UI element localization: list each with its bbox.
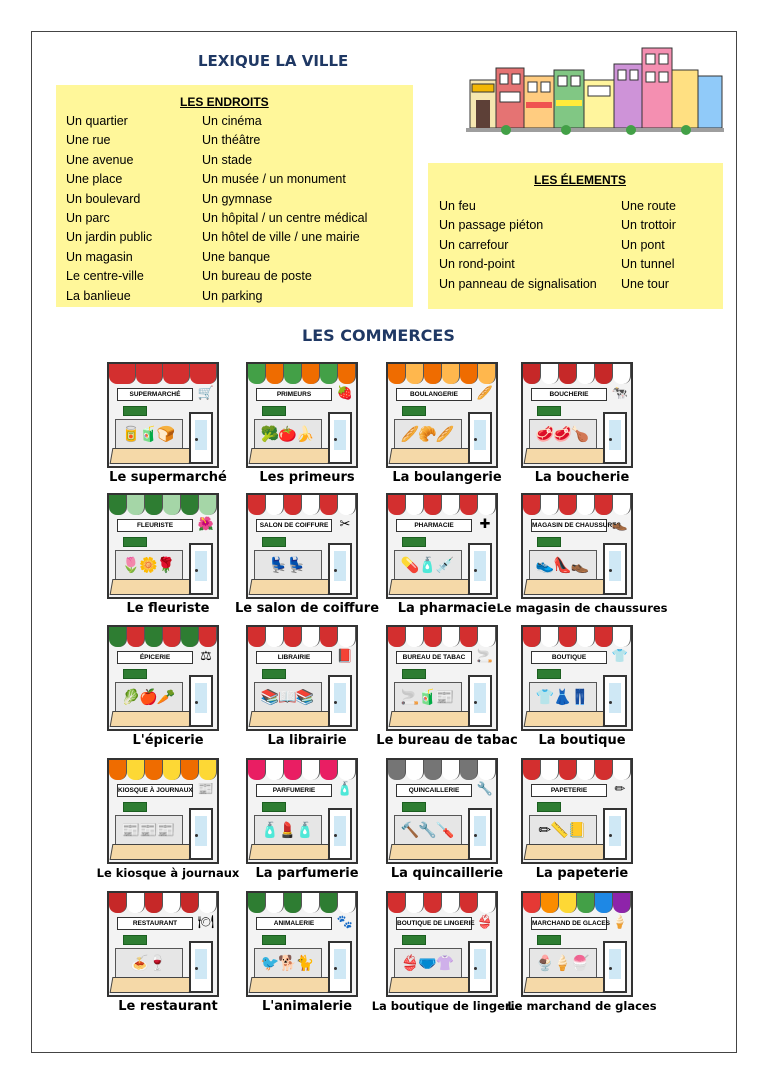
- shop-awning: [523, 364, 631, 384]
- endroit-item: Une place: [66, 172, 123, 187]
- shop-facade: [246, 493, 358, 599]
- door-knob: [195, 569, 198, 572]
- shop-facade: [246, 625, 358, 731]
- shop-sign: BUREAU DE TABAC: [396, 651, 472, 664]
- door-icon: [189, 675, 213, 727]
- shop-sign: LIBRAIRIE: [256, 651, 332, 664]
- endroit-item: Un cinéma: [202, 114, 262, 128]
- goods-icon: 📰📰📰: [121, 822, 175, 839]
- door-knob: [609, 701, 612, 704]
- shop-awning: [248, 893, 356, 913]
- door-knob: [474, 438, 477, 441]
- shop-counter: [110, 579, 193, 595]
- pen-icon: ✏: [614, 781, 626, 796]
- element-item: Un carrefour: [439, 237, 509, 252]
- shop-facade: [521, 625, 633, 731]
- price-tag-icon: [402, 935, 426, 945]
- goods-icon: 🥫🧃🍞: [121, 426, 175, 443]
- shop-sign: BOUCHERIE: [531, 388, 607, 401]
- shop-card: [240, 891, 374, 1023]
- goods-icon: 🚬🧃📰: [400, 689, 454, 706]
- goods-icon: 🧴💄🧴: [260, 822, 314, 839]
- plate-icon: 🍽: [197, 914, 215, 929]
- price-tag-icon: [537, 669, 561, 679]
- shop-card: [507, 891, 657, 1023]
- perfume-icon: 🧴: [336, 781, 354, 796]
- door-knob: [609, 438, 612, 441]
- price-tag-icon: [537, 935, 561, 945]
- goods-icon: 🍨🍦🍧: [535, 955, 589, 972]
- shirt-icon: 👕: [611, 648, 629, 663]
- shoe-icon: 👞: [611, 516, 629, 531]
- endroit-item: Un parking: [202, 288, 263, 303]
- door-knob: [195, 438, 198, 441]
- pliers-icon: 🔧: [476, 781, 494, 796]
- shop-sign: FLEURISTE: [117, 519, 193, 532]
- shop-facade: [521, 362, 633, 468]
- shop-counter: [524, 579, 607, 595]
- shop-awning: [248, 364, 356, 384]
- shop-label: Le magasin de chaussures: [496, 601, 668, 615]
- shop-counter: [524, 711, 607, 727]
- element-item: Un rond-point: [439, 257, 515, 272]
- elements-heading: LES ÉLEMENTS: [534, 173, 627, 187]
- price-tag-icon: [123, 669, 147, 679]
- endroit-item: Le centre-ville: [66, 269, 144, 284]
- shop-card: [515, 758, 649, 890]
- strawberry-icon: 🍓: [336, 385, 354, 400]
- shop-sign: BOUTIQUE: [531, 651, 607, 664]
- shop-label: La boulangerie: [392, 470, 502, 485]
- shop-label: Le supermarché: [109, 470, 227, 485]
- shop-facade: [246, 891, 358, 997]
- shop-sign: PRIMEURS: [256, 388, 332, 401]
- bread-icon: 🥖: [476, 385, 494, 400]
- shop-card: [96, 758, 240, 890]
- door-icon: [328, 675, 352, 727]
- shop-facade: [386, 758, 498, 864]
- shop-label: Le fleuriste: [126, 601, 210, 616]
- door-icon: [189, 543, 213, 595]
- shop-awning: [388, 364, 496, 384]
- door-knob: [474, 967, 477, 970]
- door-icon: [603, 808, 627, 860]
- element-item: Une tour: [621, 276, 669, 291]
- goods-icon: 🥩🥩🍗: [535, 426, 589, 443]
- shop-sign: SALON DE COIFFURE: [256, 519, 332, 532]
- shop-counter: [249, 977, 332, 993]
- commerces-title: LES COMMERCES: [302, 326, 455, 345]
- shop-facade: [386, 362, 498, 468]
- shop-label: La parfumerie: [255, 866, 359, 881]
- shop-sign: BOUTIQUE DE LINGERIE: [396, 917, 472, 930]
- shop-card: [380, 362, 514, 494]
- shop-sign: SUPERMARCHÉ: [117, 388, 193, 401]
- goods-icon: 🍝🍷: [130, 955, 166, 972]
- town-illustration: [466, 40, 724, 140]
- shop-counter: [389, 711, 472, 727]
- element-item: Une route: [621, 199, 676, 213]
- shop-counter: [249, 579, 332, 595]
- shop-label: La boutique de lingerie: [371, 999, 523, 1013]
- endroit-item: Un boulevard: [66, 191, 141, 206]
- price-tag-icon: [537, 802, 561, 812]
- endroit-item: Un hôtel de ville / une mairie: [202, 230, 360, 245]
- shop-facade: [246, 758, 358, 864]
- pharmacy-cross-icon: ✚: [479, 516, 491, 531]
- shop-card: [101, 362, 235, 494]
- price-tag-icon: [123, 406, 147, 416]
- shop-label: La quincaillerie: [390, 866, 504, 881]
- shop-awning: [248, 760, 356, 780]
- shop-awning: [109, 893, 217, 913]
- elements-col2: [621, 197, 676, 294]
- shop-facade: [107, 625, 219, 731]
- goods-icon: 📚📖📚: [260, 689, 314, 706]
- element-item: Un feu: [439, 199, 476, 213]
- shop-counter: [110, 977, 193, 993]
- shop-facade: [386, 625, 498, 731]
- endroits-box: [56, 85, 413, 307]
- shop-sign: QUINCAILLERIE: [396, 784, 472, 797]
- endroit-item: Un gymnase: [202, 191, 273, 206]
- price-tag-icon: [402, 537, 426, 547]
- goods-icon: 💊🧴💉: [400, 557, 454, 574]
- shop-label: L'épicerie: [132, 733, 204, 748]
- door-icon: [603, 543, 627, 595]
- door-icon: [603, 941, 627, 993]
- newspaper-icon: 📰: [197, 781, 215, 796]
- shop-counter: [389, 448, 472, 464]
- door-knob: [609, 834, 612, 837]
- price-tag-icon: [262, 935, 286, 945]
- door-icon: [468, 808, 492, 860]
- door-knob: [334, 701, 337, 704]
- element-item: Un pont: [621, 237, 665, 252]
- shop-awning: [523, 760, 631, 780]
- shop-sign: BOULANGERIE: [396, 388, 472, 401]
- shop-awning: [388, 627, 496, 647]
- goods-icon: 👕👗👖: [535, 689, 589, 706]
- shop-awning: [523, 627, 631, 647]
- endroit-item: Un hôpital / un centre médical: [202, 211, 368, 226]
- door-icon: [189, 808, 213, 860]
- element-item: Un passage piéton: [439, 218, 544, 233]
- shop-counter: [389, 977, 472, 993]
- shop-label: Le bureau de tabac: [376, 733, 518, 748]
- shop-awning: [523, 893, 631, 913]
- shop-card: [515, 625, 649, 757]
- door-knob: [334, 569, 337, 572]
- goods-icon: 🐦🐕🐈: [260, 955, 314, 972]
- shop-label: Les primeurs: [259, 470, 355, 485]
- shop-sign: ANIMALERIE: [256, 917, 332, 930]
- shop-card: [101, 891, 235, 1023]
- door-knob: [334, 967, 337, 970]
- shop-sign: MAGASIN DE CHAUSSURES: [531, 519, 607, 532]
- shop-counter: [389, 844, 472, 860]
- shop-counter: [524, 977, 607, 993]
- door-icon: [189, 412, 213, 464]
- shop-awning: [388, 760, 496, 780]
- shop-sign: PARFUMERIE: [256, 784, 332, 797]
- shop-label: Le restaurant: [118, 999, 218, 1014]
- shop-card: [240, 758, 374, 890]
- shop-counter: [110, 711, 193, 727]
- goods-icon: ✏📏📒: [538, 822, 586, 839]
- price-tag-icon: [123, 802, 147, 812]
- shop-facade: [107, 891, 219, 997]
- endroit-item: Un parc: [66, 211, 110, 226]
- shop-label: La pharmacie: [397, 601, 497, 616]
- tabac-icon: 🚬: [476, 648, 494, 663]
- door-icon: [603, 412, 627, 464]
- shop-card: [240, 625, 374, 757]
- price-tag-icon: [262, 802, 286, 812]
- door-knob: [474, 834, 477, 837]
- endroit-item: Un bureau de poste: [202, 269, 312, 284]
- price-tag-icon: [262, 406, 286, 416]
- shop-awning: [109, 364, 217, 384]
- shop-card: [234, 493, 380, 625]
- endroit-item: Une rue: [66, 133, 111, 148]
- goods-icon: 👙🩲👚: [400, 955, 454, 972]
- price-tag-icon: [402, 802, 426, 812]
- shop-card: [101, 493, 235, 625]
- shop-facade: [521, 493, 633, 599]
- shop-label: Le kiosque à journaux: [96, 866, 240, 880]
- door-knob: [195, 834, 198, 837]
- shop-label: La papeterie: [535, 866, 629, 881]
- element-item: Un tunnel: [621, 257, 675, 272]
- elements-box: [428, 163, 723, 309]
- door-icon: [189, 941, 213, 993]
- element-item: Un trottoir: [621, 218, 676, 233]
- shop-facade: [107, 362, 219, 468]
- door-icon: [468, 412, 492, 464]
- door-knob: [474, 569, 477, 572]
- price-tag-icon: [402, 406, 426, 416]
- goods-icon: 🌷🌼🌹: [121, 557, 175, 574]
- door-icon: [468, 543, 492, 595]
- goods-icon: 💺💺: [269, 557, 305, 574]
- shop-label: La boucherie: [534, 470, 630, 485]
- shop-card: [101, 625, 235, 757]
- shop-facade: [386, 891, 498, 997]
- door-knob: [334, 834, 337, 837]
- goods-icon: 🔨🔧🪛: [400, 822, 454, 839]
- price-tag-icon: [537, 406, 561, 416]
- shop-facade: [521, 891, 633, 997]
- endroits-col1: [66, 112, 152, 306]
- element-item: Un panneau de signalisation: [439, 276, 597, 291]
- door-knob: [334, 438, 337, 441]
- door-knob: [474, 701, 477, 704]
- cow-icon: 🐄: [611, 385, 629, 400]
- flower-icon: 🌺: [197, 516, 215, 531]
- endroit-item: Un stade: [202, 152, 253, 167]
- endroit-item: Un théâtre: [202, 133, 261, 148]
- shop-awning: [523, 495, 631, 515]
- shop-label: La librairie: [267, 733, 347, 748]
- shop-awning: [388, 495, 496, 515]
- endroit-item: Une banque: [202, 249, 271, 264]
- shop-awning: [248, 627, 356, 647]
- door-icon: [328, 543, 352, 595]
- ice-cream-icon: 🍦: [611, 914, 629, 929]
- shop-card: [496, 493, 668, 625]
- elements-col1: [439, 197, 597, 294]
- shop-card: [240, 362, 374, 494]
- shop-counter: [110, 448, 193, 464]
- endroit-item: Un magasin: [66, 249, 133, 264]
- shop-facade: [107, 758, 219, 864]
- shop-sign: RESTAURANT: [117, 917, 193, 930]
- door-knob: [609, 569, 612, 572]
- shop-awning: [248, 495, 356, 515]
- endroit-item: Une avenue: [66, 152, 134, 167]
- door-icon: [328, 941, 352, 993]
- paw-icon: 🐾: [336, 914, 354, 929]
- door-icon: [603, 675, 627, 727]
- endroit-item: Un jardin public: [66, 230, 153, 245]
- shop-counter: [389, 579, 472, 595]
- shop-sign: MARCHAND DE GLACES: [531, 917, 607, 930]
- shop-card: [515, 362, 649, 494]
- shop-card: [380, 493, 514, 625]
- scale-icon: ⚖: [200, 648, 212, 663]
- endroit-item: Un musée / un monument: [202, 172, 346, 187]
- shop-label: La boutique: [538, 733, 626, 748]
- shop-sign: PHARMACIE: [396, 519, 472, 532]
- shop-sign: KIOSQUE À JOURNAUX: [117, 784, 193, 797]
- price-tag-icon: [123, 935, 147, 945]
- endroit-item: Un quartier: [66, 114, 128, 128]
- shop-sign: PAPETERIE: [531, 784, 607, 797]
- goods-icon: 🥬🍎🥕: [121, 689, 175, 706]
- shop-facade: [246, 362, 358, 468]
- door-knob: [195, 967, 198, 970]
- price-tag-icon: [402, 669, 426, 679]
- price-tag-icon: [262, 537, 286, 547]
- cart-icon: 🛒: [197, 385, 215, 400]
- endroit-item: La banlieue: [66, 288, 131, 303]
- door-icon: [468, 675, 492, 727]
- shop-sign: ÉPICERIE: [117, 651, 193, 664]
- price-tag-icon: [262, 669, 286, 679]
- page-title: LEXIQUE LA VILLE: [198, 52, 349, 70]
- goods-icon: 🥖🥐🥖: [400, 426, 454, 443]
- door-knob: [195, 701, 198, 704]
- book-icon: 📕: [336, 648, 354, 663]
- shop-label: L'animalerie: [261, 999, 353, 1014]
- goods-icon: 👟👠👞: [535, 557, 589, 574]
- door-icon: [328, 808, 352, 860]
- scissors-icon: ✂: [339, 516, 351, 531]
- door-icon: [328, 412, 352, 464]
- door-icon: [468, 941, 492, 993]
- shop-counter: [249, 711, 332, 727]
- price-tag-icon: [537, 537, 561, 547]
- shop-awning: [109, 627, 217, 647]
- shop-card: [371, 891, 523, 1023]
- shop-awning: [388, 893, 496, 913]
- shop-awning: [109, 760, 217, 780]
- price-tag-icon: [123, 537, 147, 547]
- shop-label: Le salon de coiffure: [234, 601, 380, 616]
- endroits-col2: [202, 112, 367, 306]
- shop-facade: [107, 493, 219, 599]
- goods-icon: 🥦🍅🍌: [260, 426, 314, 443]
- shop-counter: [524, 844, 607, 860]
- shop-counter: [249, 844, 332, 860]
- shop-counter: [110, 844, 193, 860]
- shop-facade: [386, 493, 498, 599]
- shop-facade: [521, 758, 633, 864]
- door-knob: [609, 967, 612, 970]
- shop-card: [376, 625, 518, 757]
- shop-counter: [249, 448, 332, 464]
- shop-card: [380, 758, 514, 890]
- shop-awning: [109, 495, 217, 515]
- shop-label: Le marchand de glaces: [507, 999, 657, 1013]
- endroits-heading: LES ENDROITS: [180, 95, 269, 109]
- lingerie-icon: 👙: [476, 914, 494, 929]
- shop-counter: [524, 448, 607, 464]
